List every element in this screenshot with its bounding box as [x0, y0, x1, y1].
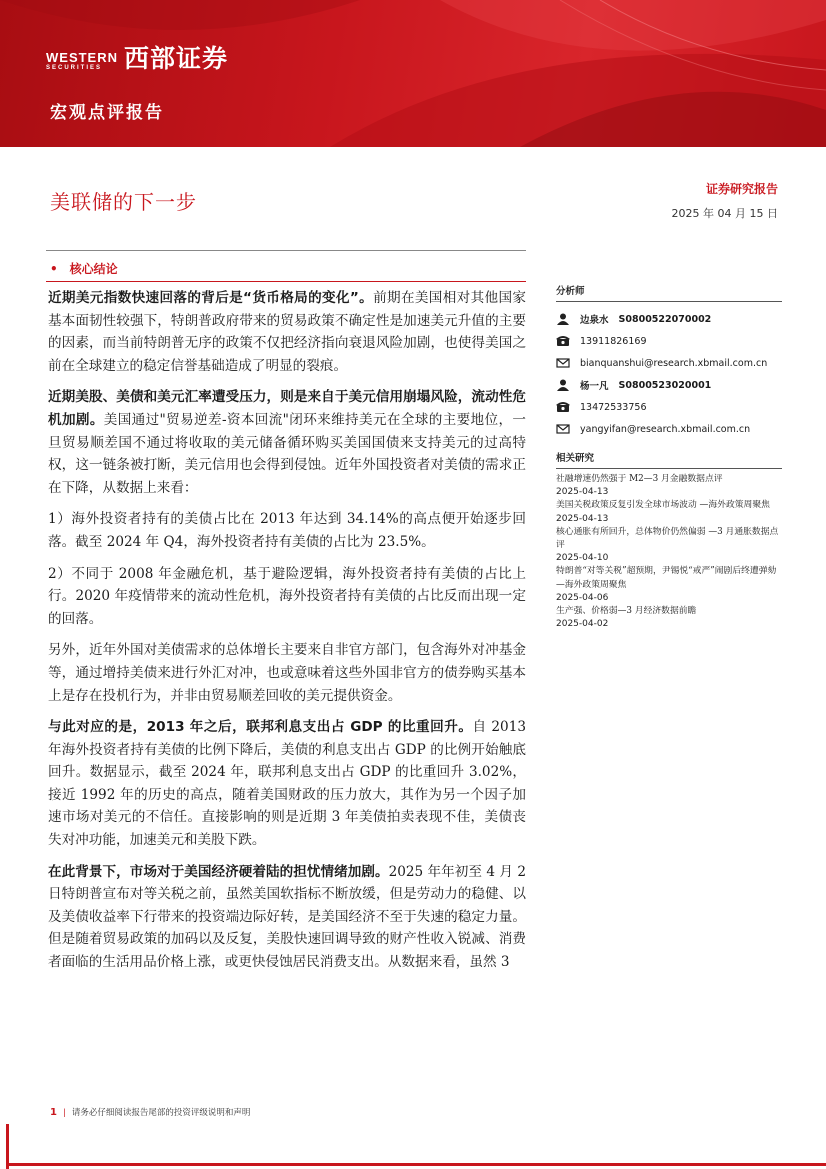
- email-icon: [556, 423, 570, 435]
- related-item[interactable]: 特朗普“对等关税”超预期，尹锡悦“戒严”闹剧后终遭弹劾—海外政策周聚焦 2025-04-06: [556, 566, 777, 603]
- related-heading: 相关研究: [556, 450, 782, 469]
- analyst-phone: 13911826169: [580, 335, 647, 347]
- company-logo: [46, 46, 228, 72]
- bottom-line: [6, 1163, 826, 1166]
- paragraph-lead: 与此对应的是，2013 年之后，联邦利息支出占 GDP 的比重回升。: [48, 719, 473, 736]
- paragraph-text: 前期在美国相对其他国家基本面韧性较强下，特朗普政府带来的贸易政策不确定性是加速美元升值的主要的因素，而当前特朗普无序的政策不仅把经济指向衰退风险加剧，也使得美国之前在全球建立的稳定信誉基础造成了明显的裂痕。: [48, 290, 527, 374]
- divider: [46, 250, 526, 251]
- paragraph-text: 自 2013 年海外投资者持有美债的比例下降后，美债的利息支出占 GDP 的比例开始触底回升。数据显示，截至 2024 年，联邦利息支出占 GDP 的比重回升 3.02%，接近 1992 年的历史的高点，随着美国财政的压力放大，其作为另一个因子加速市场对美元的不信任。直接影响的则是近期 3 年美债拍卖表现不佳，美债丧失对冲功能，加速美元和美股下跌。: [48, 719, 526, 849]
- page-number: 1: [50, 1107, 57, 1118]
- logo-cn: 西部证券: [124, 44, 229, 73]
- logo-en: WESTERN: [46, 50, 118, 65]
- report-type: 宏观点评报告: [50, 103, 164, 123]
- main-body: [48, 287, 526, 983]
- bullet-icon: •: [50, 262, 58, 276]
- paragraph-text: 2025 年年初至 4 月 2 日特朗普宣布对等关税之前，虽然美国软指标不断放缓，但是劳动力的稳健、以及美债收益率下行带来的投资端边际好转，是美国经济不至于失速的稳定力量。但是随着贸易政策的加码以及反复，美股快速回调导致的财产性收入锐减、消费者面临的生活用品价格上涨，或更快侵蚀居民消费支出。从数据来看，虽然 3: [48, 863, 526, 971]
- footer-separator: |: [62, 1108, 66, 1118]
- paragraph: [48, 287, 526, 377]
- analyst-heading: 分析师: [556, 283, 782, 302]
- phone-icon: [556, 335, 570, 347]
- core-label: 核心结论: [69, 262, 118, 276]
- header-banner: [0, 0, 826, 147]
- related-item[interactable]: 美国关税政策反复引发全球市场波动 —海外政策周聚焦 2025-04-13: [556, 500, 770, 524]
- report-title: 美联储的下一步: [50, 190, 197, 214]
- analyst-cert: S0800523020001: [618, 379, 712, 391]
- analyst-row: [556, 352, 782, 374]
- related-item[interactable]: 社融增速仍然强于 M2—3 月金融数据点评 2025-04-13: [556, 474, 723, 498]
- paragraph: [48, 386, 526, 499]
- related-item[interactable]: 生产强、价格弱—3 月经济数据前瞻 2025-04-02: [556, 606, 697, 630]
- person-icon: [556, 313, 570, 325]
- banner-decoration: [0, 0, 826, 147]
- analyst-name: 杨一凡: [580, 381, 609, 392]
- analyst-cert: S0800522070002: [618, 313, 712, 325]
- core-heading: [50, 260, 118, 277]
- divider: [46, 281, 526, 282]
- report-date: 2025 年 04 月 15 日: [671, 207, 778, 220]
- paragraph: 另外，近年外国对美债需求的总体增长主要来自非官方部门，包含海外对冲基金等，通过增持美债来进行外汇对冲，也或意味着这些外国非官方的债券购买基本上是存在投机行为，并非由贸易顺差回收的美元提供资金。: [48, 642, 526, 704]
- paragraph-text: 美国通过"贸易逆差-资本回流"闭环来维持美元在全球的主要地位，一旦贸易顺差国不通过将收取的美元储备循环购买美国国债来支持美元的过高特权，这一链条被打断，美元信用也会得到侵蚀。近年外国投资者对美债的需求正在下降，从数据上来看：: [48, 411, 526, 496]
- paragraph: 2）不同于 2008 年金融危机，基于避险逻辑，海外投资者持有美债的占比上行。2020 年疫情带来的流动性危机，海外投资者持有美债的占比反而出现一定的回落。: [48, 565, 526, 627]
- email-icon: [556, 357, 570, 369]
- related-item[interactable]: 核心通胀有所回升，总体物价仍然偏弱 —3 月通胀数据点评 2025-04-10: [556, 526, 779, 564]
- analyst-name: 边泉水: [580, 315, 609, 326]
- paragraph: [48, 861, 526, 974]
- paragraph: [48, 716, 526, 852]
- analyst-row: [556, 374, 782, 396]
- paragraph-lead: 近期美股、美债和美元汇率遭受压力，则是来自于美元信用崩塌风险，流动性危机加剧。: [48, 389, 526, 428]
- analyst-row: [556, 330, 782, 352]
- related-research-panel: [556, 450, 782, 631]
- paragraph-lead: 在此背景下，市场对于美国经济硬着陆的担忧情绪加剧。: [48, 863, 389, 880]
- report-tag: 证券研究报告: [705, 182, 778, 196]
- related-list: [556, 469, 782, 631]
- analyst-row: [556, 308, 782, 330]
- analyst-row: [556, 396, 782, 418]
- analyst-row: [556, 418, 782, 440]
- analyst-email[interactable]: yangyifan@research.xbmail.com.cn: [580, 423, 751, 435]
- analyst-panel: [556, 283, 782, 440]
- analyst-phone: 13472533756: [580, 401, 647, 413]
- footer-disclaimer: 请务必仔细阅读报告尾部的投资评级说明和声明: [71, 1108, 251, 1118]
- analyst-email[interactable]: bianquanshui@research.xbmail.com.cn: [580, 357, 768, 369]
- paragraph: 1）海外投资者持有的美债占比在 2013 年达到 34.14%的高点便开始逐步回落。截至 2024 年 Q4，海外投资者持有美债的占比为 23.5%。: [48, 511, 526, 550]
- person-icon: [556, 379, 570, 391]
- paragraph-lead: 近期美元指数快速回落的背后是“货币格局的变化”。: [48, 290, 374, 306]
- phone-icon: [556, 401, 570, 413]
- logo-en-sub: SECURITIES: [46, 65, 103, 71]
- page-footer: [50, 1106, 250, 1118]
